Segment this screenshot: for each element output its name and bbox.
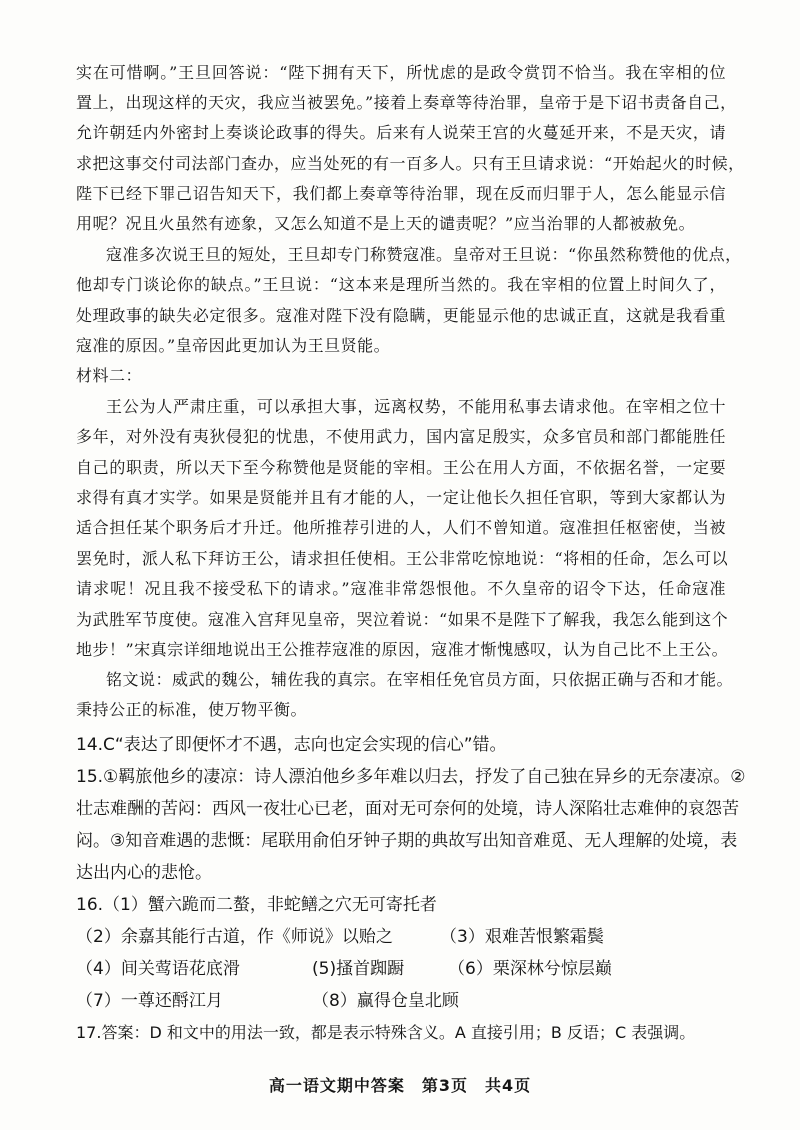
text-line: 铭文说：威武的魏公，辅佐我的真宗。在宰相任免官员方面，只依据正确与否和才能。 <box>106 670 734 689</box>
answer-16-item: （4）间关莺语花底滑 <box>76 959 240 979</box>
text-line: 实在可惜啊。”王旦回答说：“陛下拥有天下，所忧虑的是政令赏罚不恰当。我在宰相的位 <box>76 63 726 82</box>
text-line: 陛下已经下罪己诏告知天下，我们都上奏章等待治罪，现在反而归罪于人，怎么能显示信 <box>76 184 726 203</box>
answer-16-item: （3）艰难苦恨繁霜鬓 <box>440 927 604 947</box>
text-line: 允许朝廷内外密封上奏谈论政事的得失。后来有人说荣王宫的火蔓延开来，不是天灾，请 <box>76 123 726 142</box>
text-line: 求把这事交付司法部门查办，应当处死的有一百多人。只有王旦请求说：“开始起火的时候， <box>76 154 745 173</box>
text-line: 用呢？况且火虽然有迹象，又怎么知道不是上天的谴责呢？”应当治罪的人都被赦免。 <box>76 214 696 233</box>
answer-16-item: （2）余嘉其能行古道，作《师说》以贻之 <box>76 927 393 947</box>
answer-15-line: 闷。③知音难遇的悲慨：尾联用俞伯牙钟子期的典故写出知音难觅、无人理解的处境，表 <box>76 831 738 851</box>
answer-14: 14.C“表达了即便怀才不遇，志向也定会实现的信心”错。 <box>76 735 507 755</box>
text-line: 求得有真才实学。如果是贤能并且有才能的人，一定让他长久担任官职，等到大家都认为 <box>76 488 726 507</box>
text-line: 秉持公正的标准，使万物平衡。 <box>76 700 308 719</box>
answer-17: 17.答案：D 和文中的用法一致，都是表示特殊含义。A 直接引用；B 反语；C 表强调。 <box>76 1023 696 1042</box>
answer-15-line: 达出内心的悲怆。 <box>76 863 212 883</box>
answer-15-line: 15.①羁旅他乡的凄凉：诗人漂泊他乡多年难以归去，抒发了自己独在异乡的无奈凄凉。② <box>76 767 746 787</box>
text-line: 寇准多次说王旦的短处，王旦却专门称赞寇准。皇帝对王旦说：“你虽然称赞他的优点， <box>106 245 742 264</box>
text-line: 置上，出现这样的天灾，我应当被罢免。”接着上奏章等待治罪，皇帝于是下诏书责备自己， <box>76 93 737 112</box>
text-line: 寇准的原因。”皇帝因此更加认为王旦贤能。 <box>76 336 391 355</box>
answer-16-item: （8）赢得仓皇北顾 <box>312 991 459 1011</box>
text-line: 为武胜军节度使。寇准入宫拜见皇帝，哭泣着说：“如果不是陛下了解我，我怎么能到这个 <box>76 610 729 629</box>
text-line: 王公为人严肃庄重，可以承担大事，远离权势，不能用私事去请求他。在宰相之位十 <box>106 397 726 416</box>
answer-16-item: （6）栗深林兮惊层巅 <box>448 959 612 979</box>
text-line: 请求呢！况且我不接受私下的请求。”寇准非常怨恨他。不久皇帝的诏令下达，任命寇准 <box>76 579 726 598</box>
text-line: 地步！”宋真宗详细地说出王公推荐寇准的原因，寇准才惭愧感叹，认为自己比不上王公。 <box>76 640 729 659</box>
text-line: 他却专门谈论你的缺点。”王旦说：“这本来是理所当然的。我在宰相的位置上时间久了， <box>76 275 726 294</box>
answer-15-line: 壮志难酬的苦闷：西风一夜壮心已老，面对无可奈何的处境，诗人深陷壮志难伸的哀怨苦 <box>76 799 739 819</box>
text-line: 多年，对外没有夷狄侵犯的忧患，不使用武力，国内富足殷实，众多官员和部门都能胜任 <box>76 427 726 446</box>
text-line: 自己的职责，所以天下至今称赞他是贤能的宰相。王公在用人方面，不依据名誉，一定要 <box>76 458 726 477</box>
answer-16-first: 16.（1）蟹六跪而二螯，非蛇鳝之穴无可寄托者 <box>76 895 437 915</box>
answer-16-item: （7）一尊还酹江月 <box>76 991 223 1011</box>
section-heading: 材料二： <box>76 366 143 385</box>
page-footer: 高一语文期中答案 第3页 共4页 <box>268 1076 532 1095</box>
text-line: 适合担任某个职务后才升迁。他所推荐引进的人，人们不曾知道。寇准担任枢密使，当被 <box>76 518 726 537</box>
answer-16-item: (5)搔首踟蹰 <box>312 959 405 979</box>
text-line: 罢免时，派人私下拜访王公，请求担任使相。王公非常吃惊地说：“将相的任命，怎么可以 <box>76 549 729 568</box>
text-line: 处理政事的缺失必定很多。寇准对陛下没有隐瞒，更能显示他的忠诚正直，这就是我看重 <box>76 306 726 325</box>
